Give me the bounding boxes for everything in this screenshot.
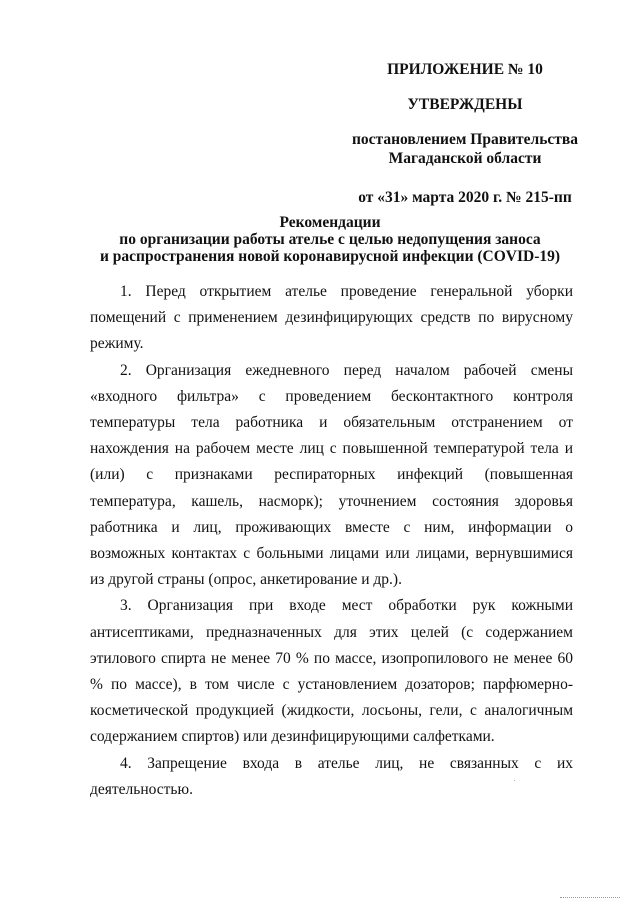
approved-label: УТВЕРЖДЕНЫ [407,96,523,113]
title-line-1: Рекомендации [279,214,381,231]
appendix-number: ПРИЛОЖЕНИЕ № 10 [387,61,543,78]
scan-edge-mark [560,897,620,899]
decree-date-number: от «31» марта 2020 г. № 215-пп [358,189,572,206]
approval-stamp-block [330,60,600,207]
paragraph-3: 3. Организация при входе мест обработки рук кожными антисептиками, предназначенных для этих целей (с содержанием этилового спирта не менее 70 % по массе, изопропилового не менее 60 % по массе), в том числе с установлением дозаторов; парфюмерно-косметической продукцией (жидкости, лосьоны, гели, с аналогичным содержанием спиртов) или дезинфицирующими салфетками. [90,597,573,746]
recommendations-body [90,279,573,803]
scan-speck [514,780,515,781]
approved-by-line-1: постановлением Правительства [351,131,579,148]
approved-by-line-2: Магаданской области [388,150,542,167]
title-line-3: и распространения новой коронавирусной инфекции (COVID-19) [99,248,561,265]
document-title [60,214,600,265]
paragraph-4: 4. Запрещение входа в ателье лиц, не связанных с их деятельностью. [90,754,573,798]
paragraph-1: 1. Перед открытием ателье проведение генеральной уборки помещений с применением дезинфицирующих средств по вирусному режиму. [90,283,573,353]
title-line-2: по организации работы ателье с целью недопущения заноса [119,231,541,248]
paragraph-2: 2. Организация ежедневного перед началом рабочей смены «входного фильтра» с проведением бесконтактного контроля температуры тела работника и обязательным отстранением от нахождения на рабочем месте лиц с повышенной температурой тела и (или) с признаками респираторных инфекций (повышенная температура, кашель, насморк); уточнением состояния здоровья работника и лиц, проживающих вместе с ним, информации о возможных контактах с больными лицами или лицами, вернувшимися из другой страны (опрос, анкетирование и др.). [90,361,573,589]
